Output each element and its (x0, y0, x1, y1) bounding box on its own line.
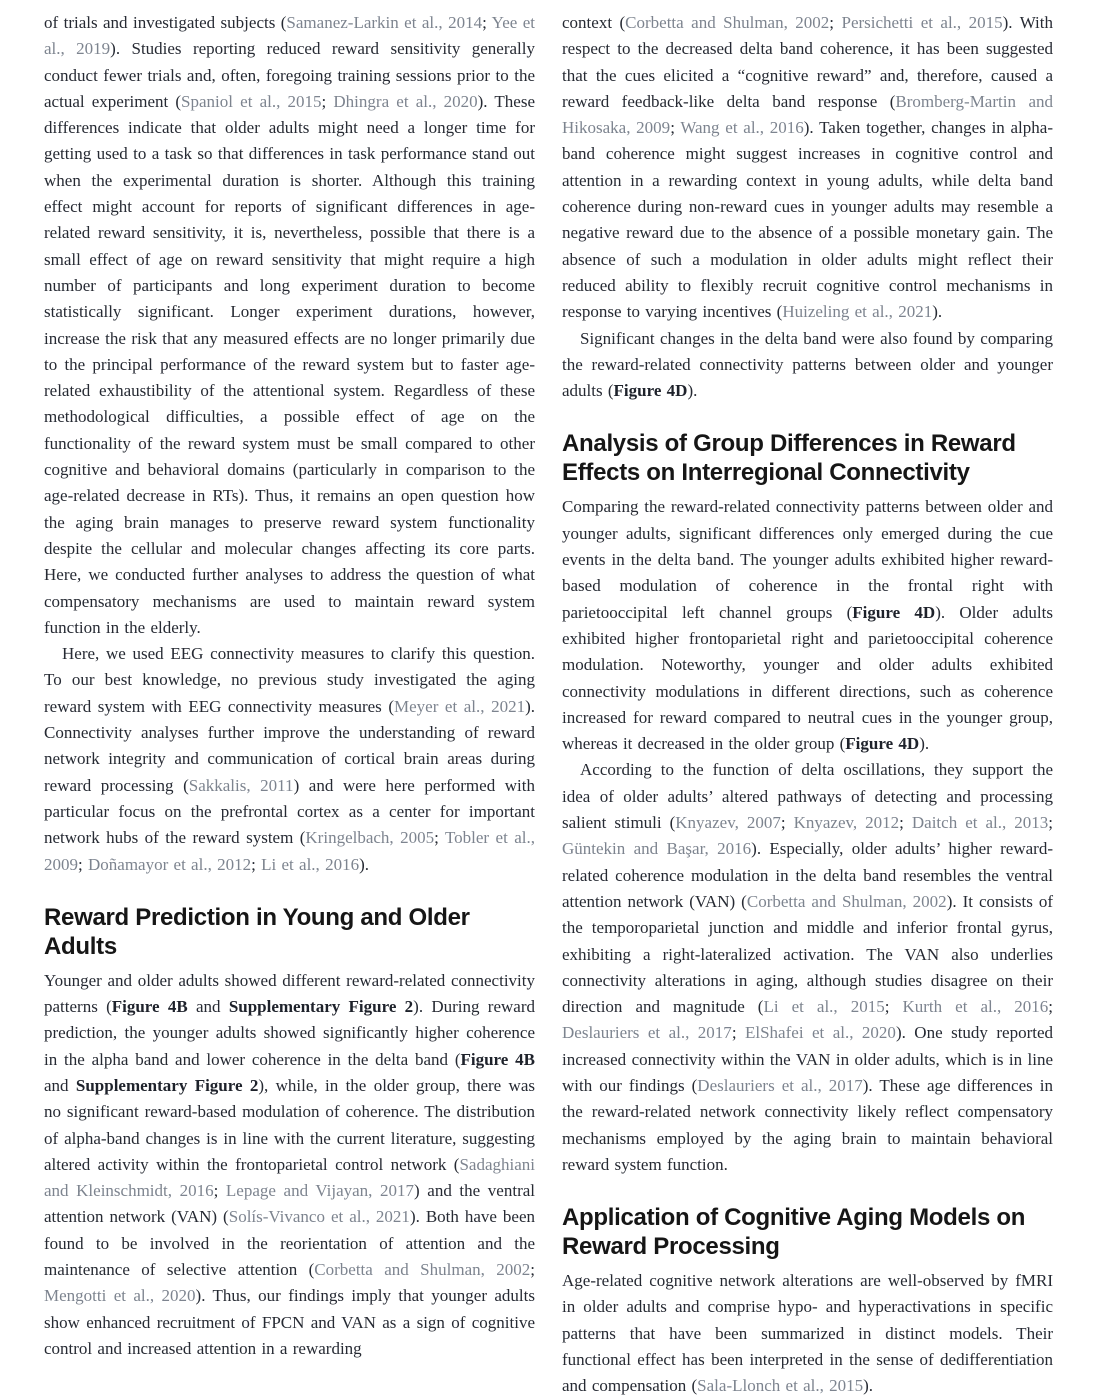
citation-link[interactable]: Solís-Vivanco et al., 2021 (228, 1207, 410, 1227)
section-heading: Analysis of Group Differences in Reward Effects on Interregional Connectivity (562, 430, 1016, 487)
figure-reference: Figure 4B (111, 997, 188, 1017)
citation-link[interactable]: Lepage and Vijayan, 2017 (225, 1181, 415, 1201)
citation-link[interactable]: Sadaghiani and Kleinschmidt, 2016 (44, 1154, 535, 1201)
text-run: ). (359, 854, 369, 874)
citation-link[interactable]: Deslauriers et al., 2017 (697, 1075, 863, 1095)
text-run: ; (1048, 813, 1053, 833)
text-run: ). It consists of the temporoparietal junction and middle and inferior frontal gyrus, exhibiting a right-lateralized activation. The VAN also underlies connectivity alterations in aging, although studies disagree on their direction and magnitude ( (562, 891, 1054, 1017)
citation-link[interactable]: Bromberg-Martin and Hikosaka, 2009 (562, 91, 1054, 138)
text-run: ). Connectivity analyses further improve the understanding of reward network integrity and communication of cortical brain areas during reward processing ( (44, 696, 535, 795)
citation-link[interactable]: Huizeling et al., 2021 (782, 302, 933, 322)
citation-link[interactable]: Corbetta and Shulman, 2002 (314, 1260, 531, 1280)
text-run: ). Taken together, changes in alpha-band coherence might suggest increases in cognitive control and attention in a rewarding context in young adults, while delta band coherence during non-reward cues in younger adults may resemble a negative reward due to the absence of a possible monetary gain. The absence of such a modulation in older adults might reflect their reduced ability to flexibly recruit cognitive control mechanisms in response to varying incentives ( (562, 118, 1053, 322)
figure-reference: Figure 4B (460, 1049, 535, 1069)
figure-reference: Supplementary Figure 2 (75, 1075, 259, 1095)
citation-link[interactable]: Mengotti et al., 2020 (44, 1286, 196, 1306)
text-run: ; (884, 997, 903, 1017)
citation-link[interactable]: Knyazev, 2012 (793, 813, 900, 833)
text-run: Age-related cognitive network alterations are well-observed by fMRI in older adults and comprise hypo- and hyperactivations in specific patterns that have been summarized in distinct models. Their functional effect has been interpreted in the sense of dedifferentiation and compensation ( (562, 1271, 1053, 1396)
paper-page (44, 10, 1054, 1400)
text-run: ; (1048, 997, 1054, 1017)
text-run: ; (829, 13, 842, 32)
citation-link[interactable]: Sala-Llonch et al., 2015 (697, 1376, 864, 1396)
text-run: ; (482, 13, 492, 32)
citation-link[interactable]: Güntekin and Başar, 2016 (562, 839, 752, 859)
text-run: ; (530, 1260, 535, 1280)
text-run: Comparing the reward-related connectivity patterns between older and younger adults, significant differences only emerged during the cue events in the delta band. The younger adults exhibited higher reward-based modulation of coherence in the frontal right with parietooccipital left channel groups ( (562, 497, 1053, 622)
text-run: ). (863, 1376, 874, 1396)
citation-link[interactable]: Li et al., 2015 (763, 997, 885, 1017)
text-run: Significant changes in the delta band were also found by comparing the reward-related connectivity patterns between older and younger adults ( (562, 328, 1053, 401)
text-run: ). Thus, our findings imply that younger adults show enhanced recruitment of FPCN and VAN as a sign of cognitive control and increased attention in a rewarding (44, 1286, 535, 1358)
text-run: Here, we used EEG connectivity measures to clarify this question. To our best knowledge, no previous study investigated the aging reward system with EEG connectivity measures ( (44, 644, 535, 716)
citation-link[interactable]: Persichetti et al., 2015 (841, 13, 1003, 32)
text-run: ). These differences indicate that older adults might need a longer time for getting used to a task so that differences in task performance stand out when the experimental duration is shorter. Although this training effect might account for reports of significant differences in age-related reward sensitivity, it is, nevertheless, possible that there is a small effect of age on reward sensitivity that might require a high number of participants and long experiment duration to become statistically significant. Longer experiment durations, however, increase the risk that any measured effects are no longer primarily due to the principal performance of the reward system but to faster age-related exhaustibility of the attentional system. Regardless of these methodological difficulties, a possible effect of age on the functionality of the reward system must be small compared to other cognitive and behavioral domains (particularly in comparison to the age-related decrease in RTs). Thus, it remains an open question how the aging brain manages to preserve reward system functionality despite the cellular and molecular changes affecting its core parts. Here, we conducted further analyses to address the question of what compensatory mechanisms are used to maintain reward system function in the elderly. (44, 91, 535, 637)
text-run: ; (321, 91, 334, 111)
figure-reference: Supplementary Figure 2 (228, 997, 414, 1017)
paragraph (44, 10, 535, 641)
citation-link[interactable]: Spaniol et al., 2015 (181, 91, 322, 111)
citation-link[interactable]: Doñamayor et al., 2012 (88, 854, 252, 874)
text-run: ). One study reported increased connectivity within the VAN in older adults, which is in line with our findings ( (562, 1023, 1053, 1095)
text-run: and (187, 997, 229, 1017)
paragraph (44, 968, 535, 1362)
figure-reference: Figure 4D (613, 381, 688, 401)
text-run: ). Older adults exhibited higher frontoparietal right and parietooccipital coherence modulation. Noteworthy, younger and older adults exhibited connectivity modulations in different directions, such as coherence increased for reward compared to neutral cues in the younger group, whereas it decreased in the older group ( (562, 602, 1053, 754)
text-run: ; (670, 118, 681, 138)
figure-reference: Figure 4D (845, 734, 920, 754)
text-run: ) and were here performed with particular focus on the prefrontal cortex as a center for important network hubs of the reward system ( (44, 775, 536, 848)
paragraph (44, 641, 535, 878)
text-run: ) and the ventral attention network (VAN) ( (44, 1181, 535, 1227)
text-run: ; (213, 1181, 226, 1201)
left-column (44, 10, 535, 1400)
citation-link[interactable]: Li et al., 2016 (261, 854, 360, 874)
text-run: ). Both have been found to be involved in the reorientation of attention and the maintenance of selective attention ( (44, 1207, 536, 1280)
text-run: According to the function of delta oscillations, they support the idea of older adults’ altered pathways of detecting and processing salient stimuli ( (562, 760, 1053, 833)
citation-link[interactable]: Kurth et al., 2016 (902, 997, 1049, 1017)
paragraph (562, 326, 1053, 405)
citation-link[interactable]: Corbetta and Shulman, 2002 (625, 13, 830, 32)
citation-link[interactable]: ElShafei et al., 2020 (745, 1023, 896, 1043)
text-run: ). (687, 381, 698, 401)
citation-link[interactable]: Daitch et al., 2013 (911, 813, 1049, 833)
text-run: ). With respect to the decreased delta band coherence, it has been suggested that the cues elicited a “cognitive reward” and, therefore, caused a reward feedback-like delta band response ( (562, 13, 1054, 111)
section-heading: Application of Cognitive Aging Models on Reward Processing (562, 1204, 1026, 1261)
text-run: ; (899, 813, 912, 833)
citation-link[interactable]: Sakkalis, 2011 (188, 775, 294, 795)
text-run: ). Studies reporting reduced reward sensitivity generally conduct fewer trials and, often, foregoing training sessions prior to the actual experiment ( (44, 39, 535, 111)
text-run: Younger and older adults showed different reward-related connectivity patterns ( (44, 970, 535, 1017)
text-run: ). (919, 734, 930, 754)
citation-link[interactable]: Knyazev, 2007 (675, 813, 781, 833)
text-run: and (44, 1075, 76, 1095)
text-run: ; (731, 1023, 745, 1043)
text-run: ). During reward prediction, the younger adults showed significantly higher coherence in the alpha band and lower coherence in the delta band ( (44, 997, 535, 1069)
text-run: ; (434, 828, 445, 848)
citation-link[interactable]: Wang et al., 2016 (680, 118, 804, 138)
citation-link[interactable]: Samanez-Larkin et al., 2014 (286, 13, 483, 32)
text-run: ). (932, 302, 943, 322)
text-run: ; (780, 813, 794, 833)
section-heading: Reward Prediction in Young and Older Adults (44, 903, 470, 960)
text-run: of trials and investigated subjects ( (44, 13, 287, 32)
citation-link[interactable]: Kringelbach, 2005 (305, 828, 435, 848)
paragraph (562, 757, 1053, 1178)
citation-link[interactable]: Yee et al., 2019 (44, 13, 535, 59)
text-run: ), while, in the older group, there was no significant reward-based modulation of coherence. The distribution of alpha-band changes is in line with the current literature, suggesting altered activity within the frontoparietal control network ( (44, 1075, 535, 1174)
text-run: ). Especially, older adults’ higher reward-related coherence modulation in the delta band resembles the ventral attention network (VAN) ( (562, 839, 1053, 911)
paragraph (562, 10, 1053, 326)
text-run: ; (251, 854, 262, 874)
citation-link[interactable]: Meyer et al., 2021 (393, 696, 526, 716)
paragraph (562, 1268, 1053, 1399)
right-column (562, 10, 1053, 1400)
citation-link[interactable]: Deslauriers et al., 2017 (562, 1023, 732, 1043)
citation-link[interactable]: Dhingra et al., 2020 (333, 91, 478, 111)
citation-link[interactable]: Corbetta and Shulman, 2002 (746, 891, 947, 911)
text-run: context ( (562, 13, 626, 32)
text-run: ; (78, 854, 88, 874)
text-run: ). These age differences in the reward-related network connectivity likely reflect compensatory mechanisms employed by the aging brain to maintain behavioral reward system function. (562, 1075, 1053, 1174)
paragraph (562, 494, 1053, 757)
figure-reference: Figure 4D (852, 602, 936, 622)
citation-link[interactable]: Tobler et al., 2009 (44, 828, 535, 874)
